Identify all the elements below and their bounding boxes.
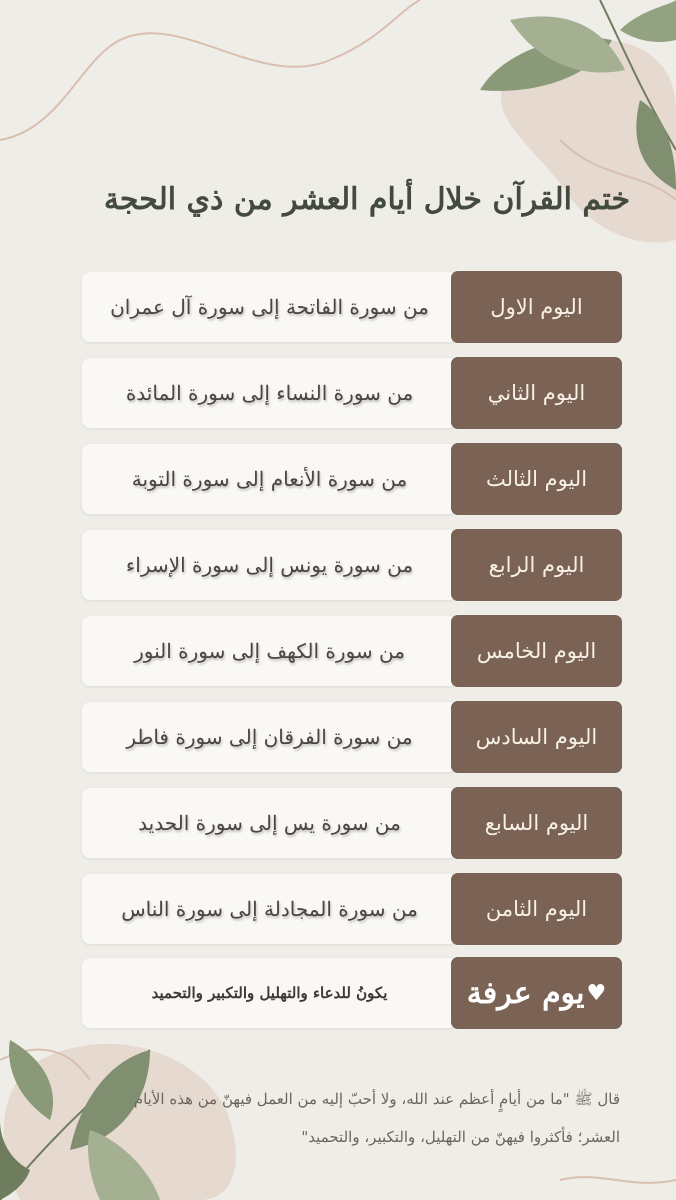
arafah-description: يكونُ للدعاء والتهليل والتكبير والتحميد bbox=[82, 958, 457, 1028]
day-label: اليوم الاول bbox=[451, 271, 622, 343]
arafah-label: يوم عرفة bbox=[466, 975, 585, 1011]
surah-range: من سورة الفرقان إلى سورة فاطر bbox=[82, 702, 457, 772]
surah-range: من سورة يونس إلى سورة الإسراء bbox=[82, 530, 457, 600]
bottom-right-curve-line bbox=[560, 1177, 676, 1183]
schedule-row-day-8 bbox=[82, 873, 622, 945]
schedule-row-day-3 bbox=[82, 443, 622, 515]
schedule-row-day-4 bbox=[82, 529, 622, 601]
schedule-row-day-7 bbox=[82, 787, 622, 859]
day-label: اليوم السادس bbox=[451, 701, 622, 773]
day-label: اليوم الثامن bbox=[451, 873, 622, 945]
schedule-row-day-6 bbox=[82, 701, 622, 773]
day-label: اليوم الخامس bbox=[451, 615, 622, 687]
day-label: اليوم الثاني bbox=[451, 357, 622, 429]
schedule-row-arafah bbox=[82, 957, 622, 1029]
schedule-row-day-5 bbox=[82, 615, 622, 687]
surah-range: من سورة يس إلى سورة الحديد bbox=[82, 788, 457, 858]
schedule-row-day-1 bbox=[82, 271, 622, 343]
surah-range: من سورة الكهف إلى سورة النور bbox=[82, 616, 457, 686]
arafah-label-box bbox=[451, 957, 622, 1029]
surah-range: من سورة النساء إلى سورة المائدة bbox=[82, 358, 457, 428]
day-label: اليوم السابع bbox=[451, 787, 622, 859]
day-label: اليوم الثالث bbox=[451, 443, 622, 515]
surah-range: من سورة المجادلة إلى سورة الناس bbox=[82, 874, 457, 944]
hadith-quote: قال ﷺ "ما من أيامٍ أعظم عند الله، ولا أحبّ إليه من العمل فيهنّ من هذه الأيام العشر؛ فأكثروا فيهنّ من التهليل، والتكبير، والتحميد" bbox=[133, 1090, 620, 1146]
heart-icon: ♥ bbox=[586, 980, 607, 1006]
top-curve-line bbox=[0, 0, 420, 140]
surah-range: من سورة الأنعام إلى سورة التوبة bbox=[82, 444, 457, 514]
page-title: ختم القرآن خلال أيام العشر من ذي الحجة bbox=[103, 182, 630, 217]
surah-range: من سورة الفاتحة إلى سورة آل عمران bbox=[82, 272, 457, 342]
schedule-row-day-2 bbox=[82, 357, 622, 429]
day-label: اليوم الرابع bbox=[451, 529, 622, 601]
